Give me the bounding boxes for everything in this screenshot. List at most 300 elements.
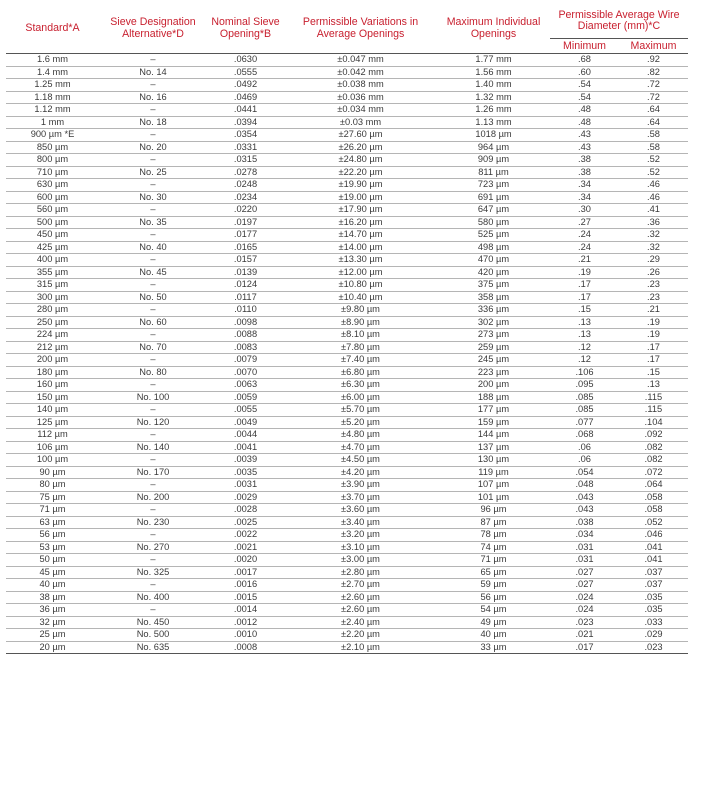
cell-permissible-variation: ±3.20 µm bbox=[284, 529, 437, 542]
cell-max-individual-opening: 525 µm bbox=[437, 229, 550, 242]
table-row bbox=[6, 529, 688, 542]
table-row bbox=[6, 491, 688, 504]
cell-standard: 1 mm bbox=[6, 116, 99, 129]
cell-wire-maximum: .21 bbox=[619, 304, 688, 317]
cell-wire-minimum: .24 bbox=[550, 229, 619, 242]
cell-wire-minimum: .17 bbox=[550, 279, 619, 292]
cell-alternative: – bbox=[99, 79, 207, 92]
cell-max-individual-opening: 137 µm bbox=[437, 441, 550, 454]
cell-max-individual-opening: 245 µm bbox=[437, 354, 550, 367]
cell-alternative: No. 170 bbox=[99, 466, 207, 479]
cell-standard: 1.18 mm bbox=[6, 91, 99, 104]
cell-standard: 1.12 mm bbox=[6, 104, 99, 117]
table-row bbox=[6, 616, 688, 629]
cell-permissible-variation: ±22.20 µm bbox=[284, 166, 437, 179]
cell-alternative: – bbox=[99, 454, 207, 467]
cell-max-individual-opening: 71 µm bbox=[437, 554, 550, 567]
cell-standard: 32 µm bbox=[6, 616, 99, 629]
cell-wire-maximum: .052 bbox=[619, 516, 688, 529]
cell-nominal-opening: .0015 bbox=[207, 591, 284, 604]
table-row bbox=[6, 416, 688, 429]
cell-max-individual-opening: 259 µm bbox=[437, 341, 550, 354]
cell-wire-maximum: .072 bbox=[619, 466, 688, 479]
cell-wire-minimum: .13 bbox=[550, 329, 619, 342]
cell-wire-maximum: .82 bbox=[619, 66, 688, 79]
cell-wire-minimum: .24 bbox=[550, 241, 619, 254]
table-row bbox=[6, 429, 688, 442]
cell-wire-maximum: .033 bbox=[619, 616, 688, 629]
cell-wire-minimum: .48 bbox=[550, 116, 619, 129]
cell-permissible-variation: ±14.00 µm bbox=[284, 241, 437, 254]
cell-max-individual-opening: 65 µm bbox=[437, 566, 550, 579]
cell-alternative: – bbox=[99, 604, 207, 617]
cell-nominal-opening: .0020 bbox=[207, 554, 284, 567]
cell-wire-minimum: .068 bbox=[550, 429, 619, 442]
cell-permissible-variation: ±24.80 µm bbox=[284, 154, 437, 167]
cell-alternative: No. 270 bbox=[99, 541, 207, 554]
cell-max-individual-opening: 54 µm bbox=[437, 604, 550, 617]
cell-alternative: No. 230 bbox=[99, 516, 207, 529]
cell-wire-maximum: .72 bbox=[619, 91, 688, 104]
cell-nominal-opening: .0177 bbox=[207, 229, 284, 242]
cell-permissible-variation: ±3.10 µm bbox=[284, 541, 437, 554]
cell-wire-minimum: .048 bbox=[550, 479, 619, 492]
cell-nominal-opening: .0021 bbox=[207, 541, 284, 554]
cell-permissible-variation: ±27.60 µm bbox=[284, 129, 437, 142]
cell-standard: 560 µm bbox=[6, 204, 99, 217]
cell-wire-maximum: .19 bbox=[619, 329, 688, 342]
cell-wire-minimum: .043 bbox=[550, 491, 619, 504]
cell-standard: 200 µm bbox=[6, 354, 99, 367]
cell-wire-maximum: .36 bbox=[619, 216, 688, 229]
cell-wire-minimum: .38 bbox=[550, 166, 619, 179]
cell-max-individual-opening: 144 µm bbox=[437, 429, 550, 442]
cell-wire-maximum: .32 bbox=[619, 229, 688, 242]
table-row bbox=[6, 379, 688, 392]
cell-max-individual-opening: 1.26 mm bbox=[437, 104, 550, 117]
cell-alternative: – bbox=[99, 529, 207, 542]
cell-wire-maximum: .46 bbox=[619, 191, 688, 204]
cell-standard: 100 µm bbox=[6, 454, 99, 467]
cell-max-individual-opening: 49 µm bbox=[437, 616, 550, 629]
cell-wire-minimum: .43 bbox=[550, 141, 619, 154]
cell-standard: 80 µm bbox=[6, 479, 99, 492]
cell-wire-maximum: .041 bbox=[619, 541, 688, 554]
table-row bbox=[6, 129, 688, 142]
cell-nominal-opening: .0278 bbox=[207, 166, 284, 179]
table-row bbox=[6, 191, 688, 204]
cell-max-individual-opening: 336 µm bbox=[437, 304, 550, 317]
cell-wire-maximum: .72 bbox=[619, 79, 688, 92]
table-row bbox=[6, 629, 688, 642]
cell-standard: 160 µm bbox=[6, 379, 99, 392]
cell-nominal-opening: .0441 bbox=[207, 104, 284, 117]
header-wire-diameter: Permissible Average Wire Diameter (mm)*C bbox=[550, 4, 688, 39]
cell-permissible-variation: ±2.70 µm bbox=[284, 579, 437, 592]
cell-alternative: No. 140 bbox=[99, 441, 207, 454]
cell-permissible-variation: ±2.20 µm bbox=[284, 629, 437, 642]
table-row bbox=[6, 216, 688, 229]
cell-standard: 56 µm bbox=[6, 529, 99, 542]
cell-nominal-opening: .0469 bbox=[207, 91, 284, 104]
cell-nominal-opening: .0063 bbox=[207, 379, 284, 392]
cell-max-individual-opening: 498 µm bbox=[437, 241, 550, 254]
cell-alternative: No. 450 bbox=[99, 616, 207, 629]
cell-nominal-opening: .0197 bbox=[207, 216, 284, 229]
cell-wire-minimum: .34 bbox=[550, 191, 619, 204]
cell-wire-minimum: .54 bbox=[550, 91, 619, 104]
cell-wire-minimum: .13 bbox=[550, 316, 619, 329]
cell-permissible-variation: ±7.40 µm bbox=[284, 354, 437, 367]
cell-nominal-opening: .0157 bbox=[207, 254, 284, 267]
cell-alternative: No. 18 bbox=[99, 116, 207, 129]
cell-wire-maximum: .58 bbox=[619, 129, 688, 142]
cell-wire-minimum: .17 bbox=[550, 291, 619, 304]
cell-alternative: – bbox=[99, 279, 207, 292]
cell-alternative: No. 35 bbox=[99, 216, 207, 229]
table-row bbox=[6, 266, 688, 279]
cell-max-individual-opening: 1.77 mm bbox=[437, 54, 550, 67]
cell-nominal-opening: .0014 bbox=[207, 604, 284, 617]
cell-permissible-variation: ±3.40 µm bbox=[284, 516, 437, 529]
cell-wire-minimum: .077 bbox=[550, 416, 619, 429]
cell-alternative: – bbox=[99, 129, 207, 142]
cell-standard: 900 µm *E bbox=[6, 129, 99, 142]
cell-max-individual-opening: 74 µm bbox=[437, 541, 550, 554]
cell-wire-maximum: .41 bbox=[619, 204, 688, 217]
cell-max-individual-opening: 40 µm bbox=[437, 629, 550, 642]
cell-wire-maximum: .23 bbox=[619, 279, 688, 292]
cell-max-individual-opening: 119 µm bbox=[437, 466, 550, 479]
cell-standard: 355 µm bbox=[6, 266, 99, 279]
cell-max-individual-opening: 691 µm bbox=[437, 191, 550, 204]
cell-alternative: No. 16 bbox=[99, 91, 207, 104]
cell-nominal-opening: .0055 bbox=[207, 404, 284, 417]
cell-max-individual-opening: 811 µm bbox=[437, 166, 550, 179]
cell-permissible-variation: ±13.30 µm bbox=[284, 254, 437, 267]
table-body bbox=[6, 54, 688, 654]
cell-alternative: – bbox=[99, 179, 207, 192]
cell-permissible-variation: ±6.80 µm bbox=[284, 366, 437, 379]
cell-wire-minimum: .021 bbox=[550, 629, 619, 642]
cell-alternative: – bbox=[99, 579, 207, 592]
cell-alternative: – bbox=[99, 479, 207, 492]
cell-nominal-opening: .0031 bbox=[207, 479, 284, 492]
cell-alternative: – bbox=[99, 229, 207, 242]
cell-nominal-opening: .0044 bbox=[207, 429, 284, 442]
cell-wire-minimum: .027 bbox=[550, 566, 619, 579]
cell-alternative: – bbox=[99, 154, 207, 167]
cell-permissible-variation: ±2.40 µm bbox=[284, 616, 437, 629]
cell-wire-minimum: .027 bbox=[550, 579, 619, 592]
header-standard: Standard*A bbox=[25, 21, 80, 34]
cell-wire-minimum: .031 bbox=[550, 541, 619, 554]
cell-permissible-variation: ±14.70 µm bbox=[284, 229, 437, 242]
cell-max-individual-opening: 87 µm bbox=[437, 516, 550, 529]
cell-wire-minimum: .48 bbox=[550, 104, 619, 117]
cell-wire-maximum: .082 bbox=[619, 441, 688, 454]
table-row bbox=[6, 204, 688, 217]
cell-nominal-opening: .0059 bbox=[207, 391, 284, 404]
cell-standard: 90 µm bbox=[6, 466, 99, 479]
cell-nominal-opening: .0331 bbox=[207, 141, 284, 154]
cell-alternative: – bbox=[99, 204, 207, 217]
cell-nominal-opening: .0029 bbox=[207, 491, 284, 504]
cell-standard: 180 µm bbox=[6, 366, 99, 379]
header-alternative: Sieve Designation Alternative*D bbox=[110, 16, 196, 40]
table-row bbox=[6, 479, 688, 492]
cell-nominal-opening: .0083 bbox=[207, 341, 284, 354]
cell-max-individual-opening: 177 µm bbox=[437, 404, 550, 417]
cell-max-individual-opening: 1.40 mm bbox=[437, 79, 550, 92]
cell-standard: 212 µm bbox=[6, 341, 99, 354]
cell-standard: 150 µm bbox=[6, 391, 99, 404]
cell-nominal-opening: .0234 bbox=[207, 191, 284, 204]
cell-nominal-opening: .0012 bbox=[207, 616, 284, 629]
cell-alternative: No. 40 bbox=[99, 241, 207, 254]
cell-wire-maximum: .035 bbox=[619, 591, 688, 604]
table-row bbox=[6, 591, 688, 604]
table-row bbox=[6, 516, 688, 529]
cell-nominal-opening: .0315 bbox=[207, 154, 284, 167]
cell-wire-maximum: .041 bbox=[619, 554, 688, 567]
cell-nominal-opening: .0008 bbox=[207, 641, 284, 654]
table-row bbox=[6, 279, 688, 292]
cell-wire-maximum: .32 bbox=[619, 241, 688, 254]
cell-wire-maximum: .064 bbox=[619, 479, 688, 492]
cell-wire-minimum: .106 bbox=[550, 366, 619, 379]
cell-standard: 1.25 mm bbox=[6, 79, 99, 92]
cell-alternative: – bbox=[99, 254, 207, 267]
cell-permissible-variation: ±3.60 µm bbox=[284, 504, 437, 517]
cell-wire-maximum: .058 bbox=[619, 491, 688, 504]
cell-nominal-opening: .0022 bbox=[207, 529, 284, 542]
cell-wire-minimum: .034 bbox=[550, 529, 619, 542]
cell-nominal-opening: .0630 bbox=[207, 54, 284, 67]
cell-permissible-variation: ±10.80 µm bbox=[284, 279, 437, 292]
cell-alternative: – bbox=[99, 404, 207, 417]
cell-permissible-variation: ±4.80 µm bbox=[284, 429, 437, 442]
cell-permissible-variation: ±0.038 mm bbox=[284, 79, 437, 92]
table-row bbox=[6, 366, 688, 379]
cell-permissible-variation: ±2.10 µm bbox=[284, 641, 437, 654]
header-max-individual-opening: Maximum Individual Openings bbox=[446, 16, 541, 40]
cell-permissible-variation: ±0.042 mm bbox=[284, 66, 437, 79]
cell-nominal-opening: .0088 bbox=[207, 329, 284, 342]
cell-max-individual-opening: 159 µm bbox=[437, 416, 550, 429]
cell-nominal-opening: .0354 bbox=[207, 129, 284, 142]
cell-permissible-variation: ±3.90 µm bbox=[284, 479, 437, 492]
cell-wire-maximum: .58 bbox=[619, 141, 688, 154]
cell-wire-minimum: .30 bbox=[550, 204, 619, 217]
cell-standard: 250 µm bbox=[6, 316, 99, 329]
sieve-specification-table bbox=[6, 4, 688, 654]
cell-wire-maximum: .64 bbox=[619, 116, 688, 129]
cell-permissible-variation: ±6.00 µm bbox=[284, 391, 437, 404]
table-row bbox=[6, 179, 688, 192]
table-row bbox=[6, 104, 688, 117]
cell-standard: 600 µm bbox=[6, 191, 99, 204]
cell-standard: 630 µm bbox=[6, 179, 99, 192]
cell-wire-minimum: .06 bbox=[550, 441, 619, 454]
cell-max-individual-opening: 723 µm bbox=[437, 179, 550, 192]
cell-permissible-variation: ±19.00 µm bbox=[284, 191, 437, 204]
cell-wire-maximum: .92 bbox=[619, 54, 688, 67]
cell-alternative: – bbox=[99, 554, 207, 567]
cell-wire-minimum: .21 bbox=[550, 254, 619, 267]
cell-alternative: – bbox=[99, 104, 207, 117]
cell-permissible-variation: ±5.20 µm bbox=[284, 416, 437, 429]
cell-wire-maximum: .64 bbox=[619, 104, 688, 117]
cell-max-individual-opening: 358 µm bbox=[437, 291, 550, 304]
cell-wire-minimum: .38 bbox=[550, 154, 619, 167]
cell-alternative: No. 60 bbox=[99, 316, 207, 329]
cell-max-individual-opening: 964 µm bbox=[437, 141, 550, 154]
table-row bbox=[6, 579, 688, 592]
cell-wire-minimum: .43 bbox=[550, 129, 619, 142]
cell-standard: 75 µm bbox=[6, 491, 99, 504]
cell-wire-minimum: .023 bbox=[550, 616, 619, 629]
table-row bbox=[6, 166, 688, 179]
cell-nominal-opening: .0035 bbox=[207, 466, 284, 479]
cell-nominal-opening: .0039 bbox=[207, 454, 284, 467]
cell-standard: 400 µm bbox=[6, 254, 99, 267]
cell-wire-minimum: .043 bbox=[550, 504, 619, 517]
cell-nominal-opening: .0028 bbox=[207, 504, 284, 517]
cell-standard: 140 µm bbox=[6, 404, 99, 417]
cell-permissible-variation: ±7.80 µm bbox=[284, 341, 437, 354]
table-header bbox=[6, 4, 688, 54]
cell-nominal-opening: .0110 bbox=[207, 304, 284, 317]
cell-alternative: No. 635 bbox=[99, 641, 207, 654]
cell-max-individual-opening: 580 µm bbox=[437, 216, 550, 229]
table-row bbox=[6, 141, 688, 154]
cell-wire-maximum: .17 bbox=[619, 354, 688, 367]
cell-wire-minimum: .024 bbox=[550, 604, 619, 617]
cell-max-individual-opening: 375 µm bbox=[437, 279, 550, 292]
cell-wire-minimum: .27 bbox=[550, 216, 619, 229]
cell-max-individual-opening: 273 µm bbox=[437, 329, 550, 342]
cell-wire-maximum: .19 bbox=[619, 316, 688, 329]
cell-wire-maximum: .082 bbox=[619, 454, 688, 467]
header-maximum: Maximum bbox=[630, 40, 677, 52]
cell-standard: 500 µm bbox=[6, 216, 99, 229]
cell-standard: 45 µm bbox=[6, 566, 99, 579]
cell-standard: 425 µm bbox=[6, 241, 99, 254]
cell-wire-maximum: .52 bbox=[619, 154, 688, 167]
cell-wire-minimum: .038 bbox=[550, 516, 619, 529]
cell-alternative: No. 30 bbox=[99, 191, 207, 204]
table-row bbox=[6, 116, 688, 129]
table-row bbox=[6, 229, 688, 242]
cell-alternative: No. 400 bbox=[99, 591, 207, 604]
table-row bbox=[6, 291, 688, 304]
cell-wire-maximum: .46 bbox=[619, 179, 688, 192]
cell-standard: 1.6 mm bbox=[6, 54, 99, 67]
cell-nominal-opening: .0041 bbox=[207, 441, 284, 454]
table-row bbox=[6, 354, 688, 367]
table-row bbox=[6, 304, 688, 317]
cell-wire-maximum: .115 bbox=[619, 391, 688, 404]
cell-max-individual-opening: 78 µm bbox=[437, 529, 550, 542]
cell-alternative: No. 50 bbox=[99, 291, 207, 304]
cell-wire-minimum: .095 bbox=[550, 379, 619, 392]
cell-permissible-variation: ±3.70 µm bbox=[284, 491, 437, 504]
cell-max-individual-opening: 1018 µm bbox=[437, 129, 550, 142]
cell-max-individual-opening: 1.32 mm bbox=[437, 91, 550, 104]
cell-alternative: No. 70 bbox=[99, 341, 207, 354]
cell-max-individual-opening: 647 µm bbox=[437, 204, 550, 217]
cell-standard: 300 µm bbox=[6, 291, 99, 304]
cell-permissible-variation: ±0.03 mm bbox=[284, 116, 437, 129]
cell-alternative: No. 20 bbox=[99, 141, 207, 154]
cell-max-individual-opening: 909 µm bbox=[437, 154, 550, 167]
cell-alternative: – bbox=[99, 429, 207, 442]
cell-permissible-variation: ±19.90 µm bbox=[284, 179, 437, 192]
header-nominal-opening: Nominal Sieve Opening*B bbox=[211, 16, 280, 40]
cell-permissible-variation: ±26.20 µm bbox=[284, 141, 437, 154]
cell-alternative: – bbox=[99, 304, 207, 317]
cell-wire-maximum: .035 bbox=[619, 604, 688, 617]
table-row bbox=[6, 454, 688, 467]
cell-standard: 280 µm bbox=[6, 304, 99, 317]
cell-wire-maximum: .52 bbox=[619, 166, 688, 179]
cell-wire-minimum: .017 bbox=[550, 641, 619, 654]
cell-max-individual-opening: 1.56 mm bbox=[437, 66, 550, 79]
cell-wire-maximum: .26 bbox=[619, 266, 688, 279]
cell-alternative: No. 100 bbox=[99, 391, 207, 404]
table-row bbox=[6, 341, 688, 354]
cell-standard: 800 µm bbox=[6, 154, 99, 167]
table-row bbox=[6, 329, 688, 342]
cell-permissible-variation: ±4.20 µm bbox=[284, 466, 437, 479]
cell-wire-maximum: .023 bbox=[619, 641, 688, 654]
cell-wire-minimum: .12 bbox=[550, 354, 619, 367]
table-row bbox=[6, 79, 688, 92]
cell-wire-minimum: .054 bbox=[550, 466, 619, 479]
cell-max-individual-opening: 223 µm bbox=[437, 366, 550, 379]
table-row bbox=[6, 91, 688, 104]
cell-wire-maximum: .15 bbox=[619, 366, 688, 379]
cell-permissible-variation: ±4.70 µm bbox=[284, 441, 437, 454]
cell-max-individual-opening: 130 µm bbox=[437, 454, 550, 467]
cell-wire-minimum: .19 bbox=[550, 266, 619, 279]
cell-wire-maximum: .104 bbox=[619, 416, 688, 429]
cell-alternative: – bbox=[99, 329, 207, 342]
cell-nominal-opening: .0248 bbox=[207, 179, 284, 192]
cell-alternative: – bbox=[99, 54, 207, 67]
cell-max-individual-opening: 420 µm bbox=[437, 266, 550, 279]
cell-nominal-opening: .0017 bbox=[207, 566, 284, 579]
cell-permissible-variation: ±6.30 µm bbox=[284, 379, 437, 392]
table-row bbox=[6, 254, 688, 267]
cell-standard: 20 µm bbox=[6, 641, 99, 654]
cell-wire-maximum: .17 bbox=[619, 341, 688, 354]
cell-standard: 710 µm bbox=[6, 166, 99, 179]
cell-permissible-variation: ±2.60 µm bbox=[284, 604, 437, 617]
cell-max-individual-opening: 107 µm bbox=[437, 479, 550, 492]
cell-max-individual-opening: 56 µm bbox=[437, 591, 550, 604]
cell-nominal-opening: .0492 bbox=[207, 79, 284, 92]
cell-standard: 71 µm bbox=[6, 504, 99, 517]
cell-nominal-opening: .0098 bbox=[207, 316, 284, 329]
table-row bbox=[6, 441, 688, 454]
cell-alternative: No. 80 bbox=[99, 366, 207, 379]
cell-nominal-opening: .0016 bbox=[207, 579, 284, 592]
cell-standard: 112 µm bbox=[6, 429, 99, 442]
cell-max-individual-opening: 101 µm bbox=[437, 491, 550, 504]
table-row bbox=[6, 404, 688, 417]
